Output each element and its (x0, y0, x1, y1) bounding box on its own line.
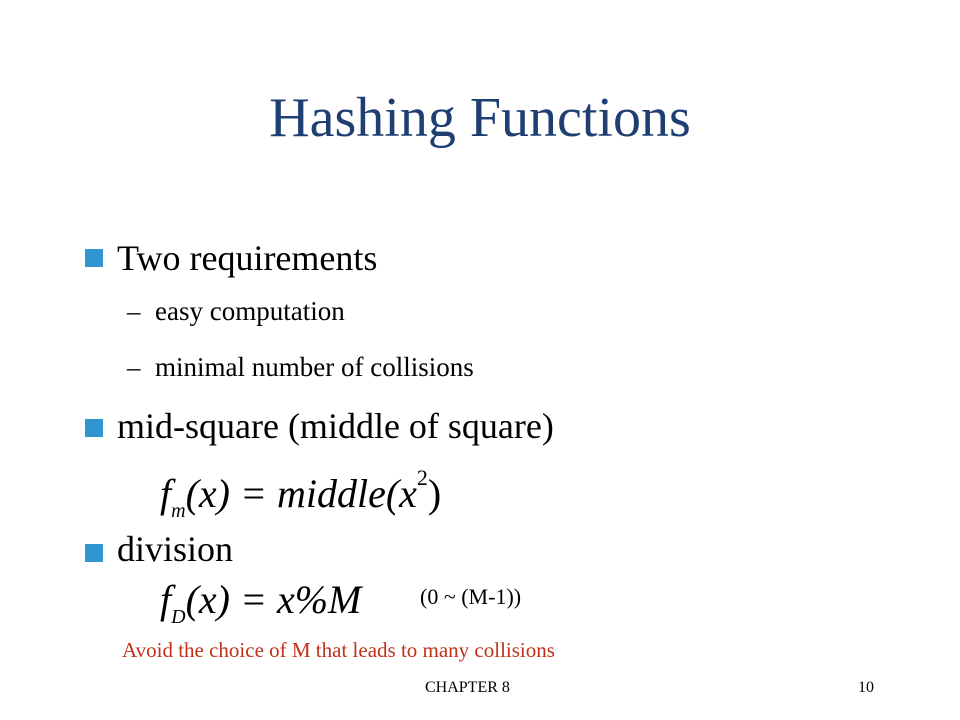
slide-title: Hashing Functions (269, 87, 691, 149)
formula-f: f (160, 577, 172, 622)
footer-chapter: CHAPTER 8 (425, 679, 510, 696)
subitem-easy-computation: easy computation (155, 296, 345, 326)
range-note: (0 ~ (M-1)) (420, 584, 522, 609)
formula-superscript: 2 (416, 465, 428, 490)
bullet-division: division (117, 529, 234, 569)
formula-rhs: x%M (276, 577, 362, 622)
formula-close-paren: ) (427, 471, 442, 516)
formula-body: (x) = middle( (185, 471, 400, 516)
bullet-square-icon (85, 419, 103, 437)
formula-f: f (160, 471, 172, 516)
bullet-square-icon (85, 249, 103, 267)
bullet-two-requirements: Two requirements (117, 238, 378, 278)
dash-marker: – (127, 352, 141, 382)
bullet-square-icon (85, 544, 103, 562)
dash-marker: – (127, 296, 141, 326)
formula-body: (x) = (185, 577, 277, 622)
formula-x: x (399, 471, 417, 516)
footer-page-number: 10 (858, 679, 874, 696)
formula-subscript: m (171, 500, 186, 522)
warning-note: Avoid the choice of M that leads to many collisions (122, 638, 555, 662)
formula-division (160, 577, 362, 628)
bullet-mid-square: mid-square (middle of square) (117, 406, 554, 446)
subitem-minimal-collisions: minimal number of collisions (155, 352, 474, 382)
formula-subscript: D (171, 606, 186, 628)
formula-mid-square (160, 465, 442, 522)
